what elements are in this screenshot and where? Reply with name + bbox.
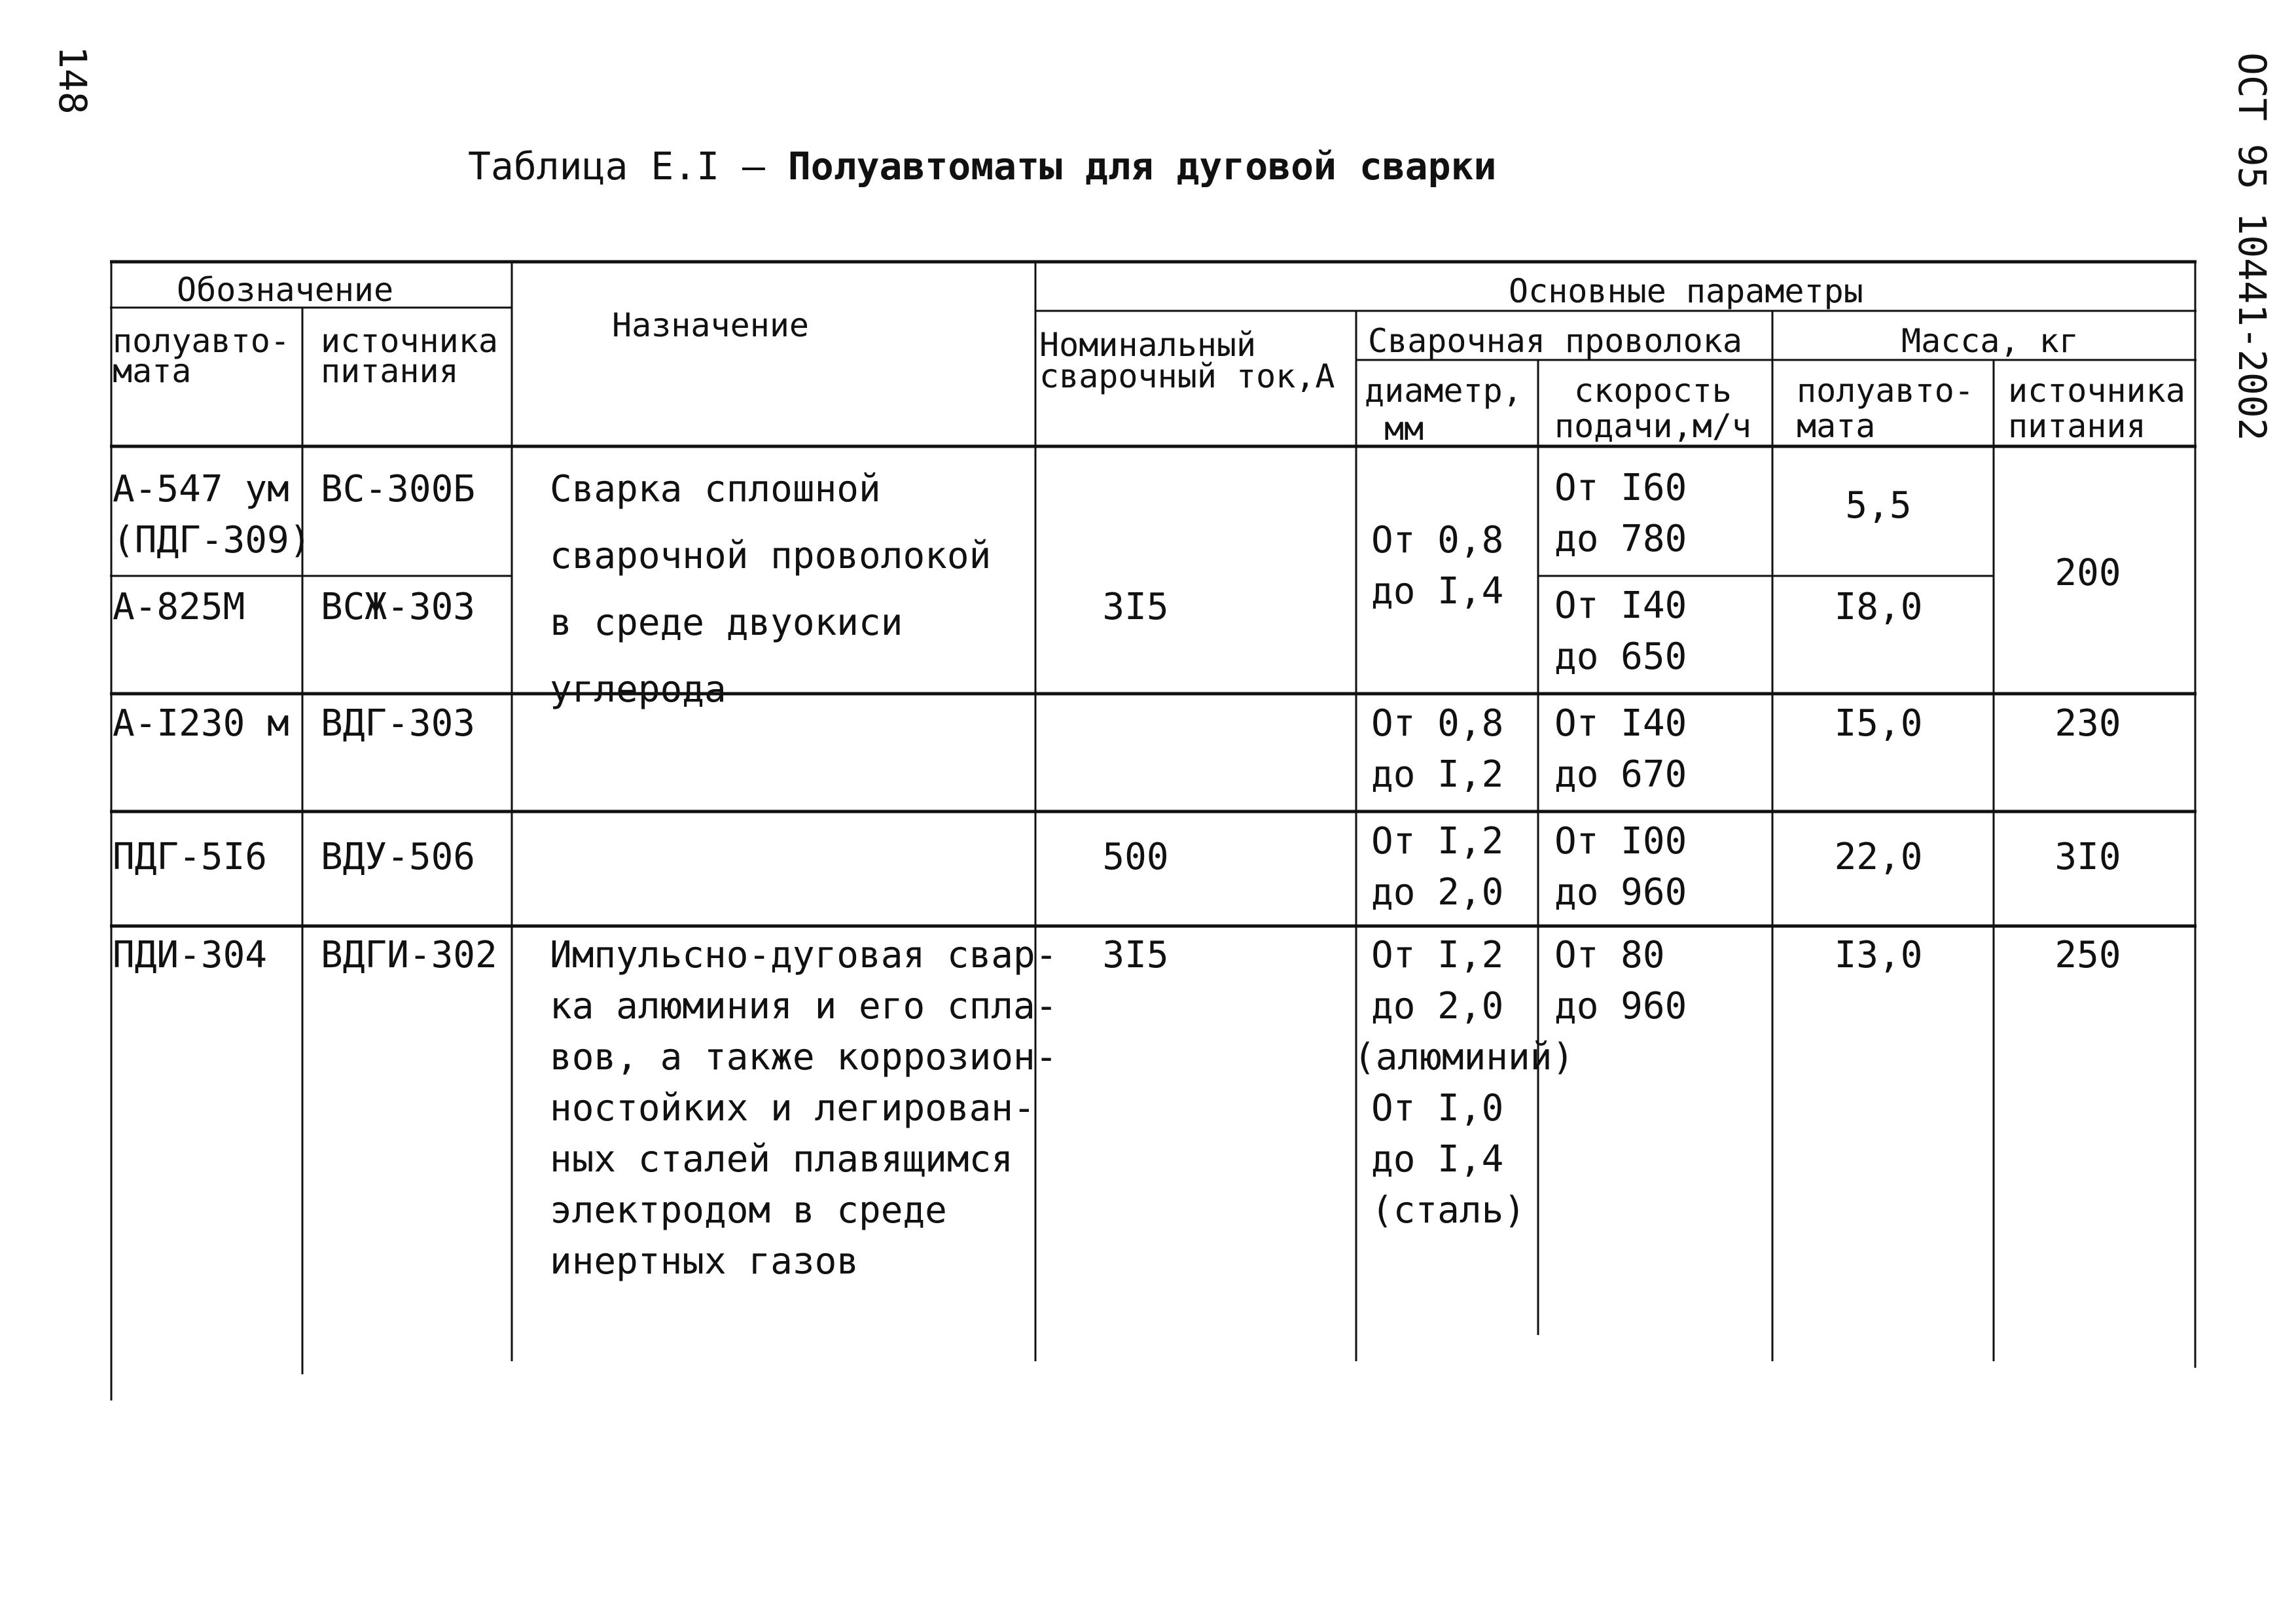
co2-current: 3I5 [1102,586,1169,628]
header-wire: Сварочная проволока [1368,322,1742,360]
row2-speed-line2: до 650 [1554,635,1687,678]
co2-purpose-line3: в среде двуокиси [550,601,903,644]
pulse-purpose-line1: Импульсно-дуговая свар- [550,934,1058,976]
row3-diameter-line2: до I,2 [1371,753,1504,796]
header-mass-semiauto-line1: полуавто- [1797,372,1974,410]
row5-diameter-line4: От I,0 [1371,1087,1504,1130]
caption-prefix: Таблица Е.I – [468,144,765,188]
co2-diameter-line2: до I,4 [1371,570,1504,613]
header-semiauto-line2: мата [113,352,192,390]
row3-diameter-line1: От 0,8 [1371,702,1504,745]
row5-mass-semiauto: I3,0 [1834,934,1923,976]
row1-mass-semiauto: 5,5 [1845,484,1912,527]
header-speed-line2: подачи,м/ч [1554,407,1752,445]
row2-semiauto: А-825М [113,586,245,628]
row2-source: ВСЖ-303 [321,586,476,628]
row1-source: ВС-300Б [321,468,476,510]
row3-semiauto: А-I230 м [113,702,289,745]
header-speed-line1: скорость [1574,372,1732,410]
row3-speed-line1: От I40 [1554,702,1687,745]
header-semiauto-line1: полуавто- [113,322,290,360]
row4-diameter-line2: до 2,0 [1371,871,1504,914]
pulse-purpose-line7: инертных газов [550,1240,859,1283]
row1-speed-line1: От I60 [1554,467,1687,509]
header-diameter-line2: мм [1384,410,1424,448]
header-mass: Масса, кг [1901,322,2079,360]
pulse-purpose-line2: ка алюминия и его спла- [550,985,1058,1027]
row5-semiauto: ПДИ-304 [113,934,268,976]
header-source-line2: питания [321,352,459,390]
row5-diameter-line3: (алюминий) [1354,1036,1575,1079]
row5-diameter-line6: (сталь) [1371,1189,1526,1232]
row5-current: 3I5 [1102,934,1169,976]
header-diameter-line1: диаметр, [1365,372,1522,410]
row4-current: 500 [1102,836,1169,878]
row2-mass-semiauto: I8,0 [1834,586,1923,628]
row4-speed-line2: до 960 [1554,871,1687,914]
header-current-line1: Номинальный [1039,326,1257,364]
row5-diameter-line2: до 2,0 [1371,985,1504,1027]
co2-diameter-line1: От 0,8 [1371,519,1504,562]
header-source-line1: источника [321,322,498,360]
page-number: 148 [50,46,95,115]
header-current-line2: сварочный ток,А [1039,357,1335,395]
header-purpose: Назначение [612,306,810,344]
row4-semiauto: ПДГ-5I6 [113,836,268,878]
row4-diameter-line1: От I,2 [1371,820,1504,863]
document-code: ОСТ 95 10441-2002 [2230,52,2274,441]
header-mass-source-line1: источника [2008,372,2185,410]
pulse-purpose-line3: вов, а также коррозион- [550,1036,1058,1079]
row3-speed-line2: до 670 [1554,753,1687,796]
pulse-purpose-line5: ных сталей плавящимся [550,1138,1014,1181]
caption-title: Полуавтоматы для дуговой сварки [787,144,1497,188]
header-mass-semiauto-line2: мата [1797,407,1876,445]
row2-speed-line1: От I40 [1554,584,1687,627]
header-designation: Обозначение [177,271,394,309]
row3-mass-semiauto: I5,0 [1834,702,1923,745]
row5-mass-source: 250 [2054,934,2121,976]
row1-semiauto-line1: А-547 ум [113,468,289,510]
pulse-purpose-line4: ностойких и легирован- [550,1087,1035,1130]
row3-source: ВДГ-303 [321,702,476,745]
row4-source: ВДУ-506 [321,836,476,878]
row4-mass-semiauto: 22,0 [1834,836,1923,878]
header-main-params: Основные параметры [1509,272,1863,310]
row3-mass-source: 230 [2054,702,2121,745]
header-mass-source-line2: питания [2008,407,2146,445]
co2-mass-source: 200 [2054,552,2121,594]
row1-semiauto-line2: (ПДГ-309) [113,519,312,562]
row5-speed-line1: От 80 [1554,934,1665,976]
row1-speed-line2: до 780 [1554,518,1687,560]
row5-source: ВДГИ-302 [321,934,497,976]
row4-speed-line1: От I00 [1554,820,1687,863]
row5-diameter-line5: до I,4 [1371,1138,1504,1181]
row5-speed-line2: до 960 [1554,985,1687,1027]
pulse-purpose-line6: электродом в среде [550,1189,947,1232]
co2-purpose-line4: углерода [550,668,726,711]
co2-purpose-line1: Сварка сплошной [550,468,881,510]
row4-mass-source: 3I0 [2054,836,2121,878]
row5-diameter-line1: От I,2 [1371,934,1504,976]
co2-purpose-line2: сварочной проволокой [550,535,992,577]
